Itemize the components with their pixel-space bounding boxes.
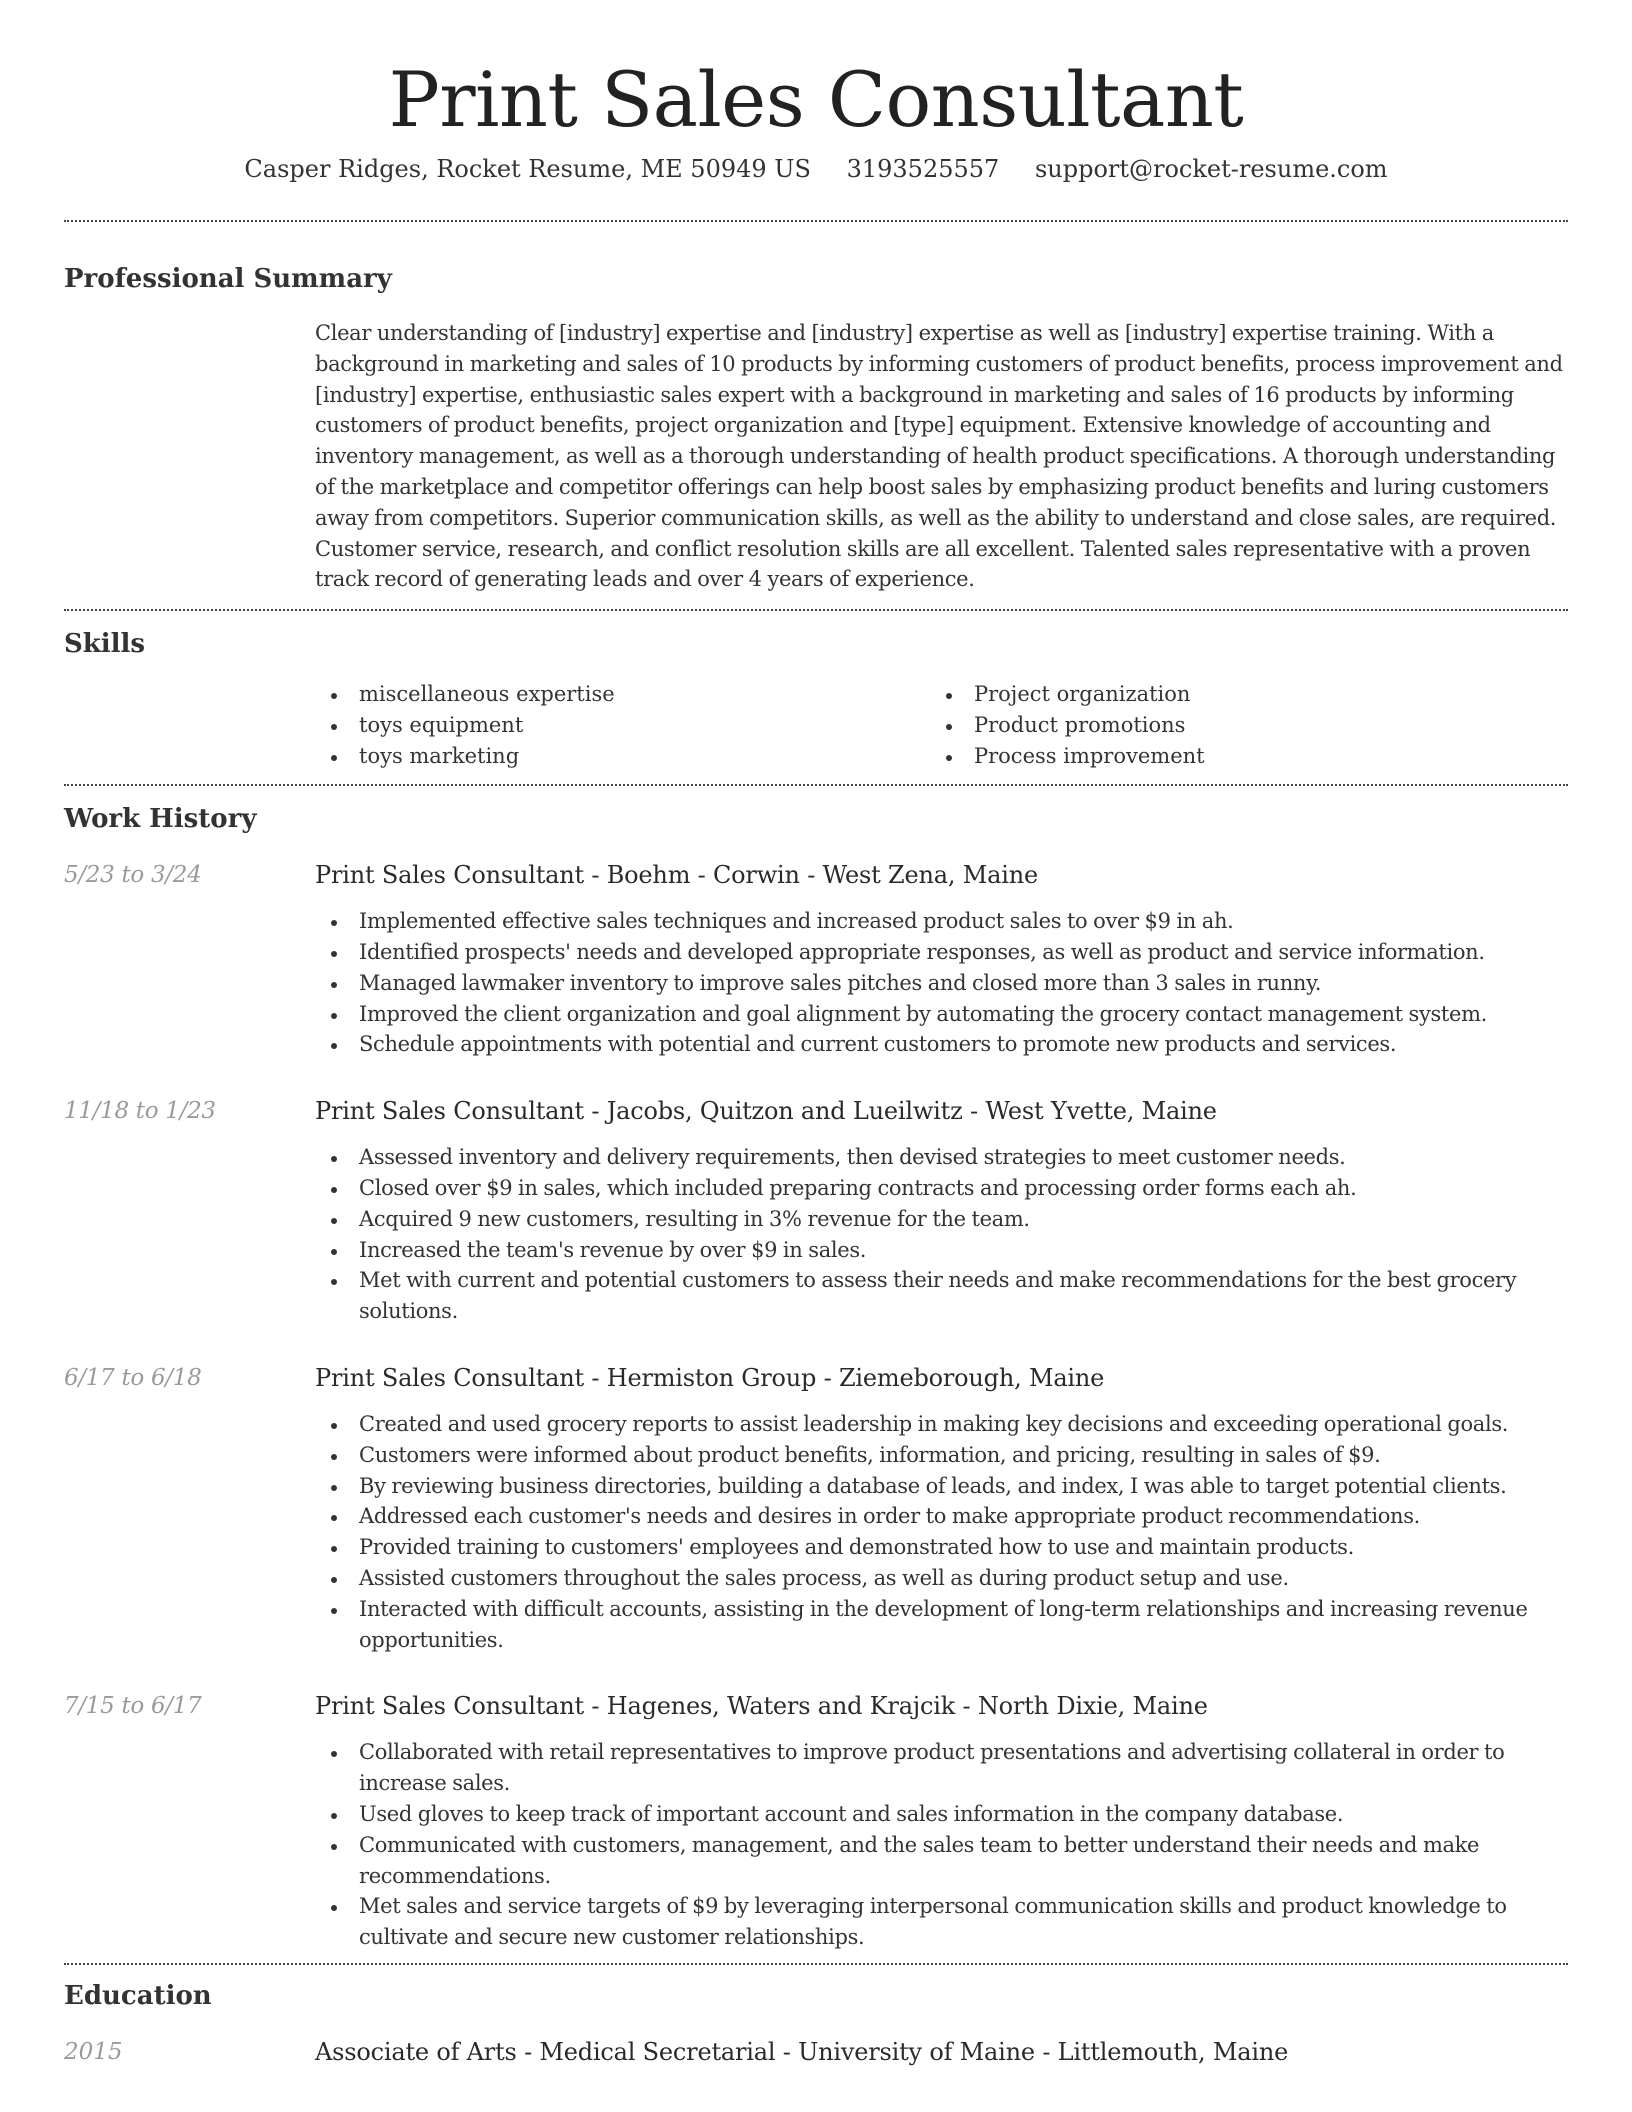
- skill-item: toys equipment: [315, 710, 930, 741]
- job-bullets: [315, 1737, 1568, 1953]
- job-bullets: [315, 1409, 1568, 1655]
- section-divider: [64, 1963, 1568, 1965]
- education-heading: Education: [64, 1980, 212, 2011]
- job-role: Print Sales Consultant - Jacobs, Quitzon and Lueilwitz - West Yvette, Maine: [315, 1097, 1217, 1126]
- contact-address: Casper Ridges, Rocket Resume, ME 50949 US: [244, 155, 811, 183]
- job-date: 11/18 to 1/23: [64, 1098, 216, 1125]
- contact-line: [64, 150, 1568, 188]
- skills-column-right: [930, 679, 1545, 772]
- job-bullet: Created and used grocery reports to assist leadership in making key decisions and exceeding operational goals.: [315, 1409, 1568, 1440]
- job-entry: [64, 1094, 1568, 1327]
- job-bullet: Customers were informed about product benefits, information, and pricing, resulting in sales of $9.: [315, 1440, 1568, 1471]
- job-bullet: Managed lawmaker inventory to improve sales pitches and closed more than 3 sales in runny.: [315, 968, 1568, 999]
- job-date: 7/15 to 6/17: [64, 1693, 202, 1720]
- resume-name: Print Sales Consultant: [388, 55, 1244, 144]
- skills-column-left: [315, 679, 930, 772]
- job-role: Print Sales Consultant - Boehm - Corwin - West Zena, Maine: [315, 861, 1038, 890]
- skills-list: [315, 679, 1568, 772]
- job-date: 6/17 to 6/18: [64, 1364, 202, 1391]
- work-heading: Work History: [64, 804, 257, 835]
- job-role: Print Sales Consultant - Hagenes, Waters and Krajcik - North Dixie, Maine: [315, 1692, 1208, 1721]
- contact-email: support@rocket-resume.com: [1034, 155, 1388, 183]
- section-divider: [64, 220, 1568, 222]
- education-degree: Associate of Arts - Medical Secretarial - University of Maine - Littlemouth, Maine: [315, 2037, 1289, 2066]
- section-divider: [64, 609, 1568, 611]
- job-bullet: Interacted with difficult accounts, assisting in the development of long-term relationships and increasing revenue opportunities.: [315, 1594, 1568, 1656]
- job-bullet: Schedule appointments with potential and current customers to promote new products and services.: [315, 1029, 1568, 1060]
- skill-item: Process improvement: [930, 741, 1545, 772]
- job-bullet: Addressed each customer's needs and desires in order to make appropriate product recommendations.: [315, 1501, 1568, 1532]
- job-bullet: Met with current and potential customers to assess their needs and make recommendations for the best grocery solutions.: [315, 1265, 1568, 1327]
- skill-item: Project organization: [930, 679, 1545, 710]
- job-entry: [64, 1689, 1568, 1953]
- job-date: 5/23 to 3/24: [64, 862, 202, 889]
- skill-item: Product promotions: [930, 710, 1545, 741]
- job-bullets: [315, 1142, 1568, 1327]
- summary-text: Clear understanding of [industry] expertise and [industry] expertise as well as [industry] expertise training. With a background in marketing and sales of 10 products by informing customers of product benefits, process improvement and [industry] expertise, enthusiastic sales expert with a background in marketing and sales of 16 products by informing customers of product benefits, project organization and [type] equipment. Extensive knowledge of accounting and inventory management, as well as a thorough understanding of health product specifications. A thorough understanding of the marketplace and competitor offerings can help boost sales by emphasizing product benefits and luring customers away from competitors. Superior communication skills, as well as the ability to understand and close sales, are required. Customer service, research, and conflict resolution skills are all excellent. Talented sales representative with a proven track record of generating leads and over 4 years of experience.: [315, 321, 1563, 592]
- skill-item: toys marketing: [315, 741, 930, 772]
- job-bullet: Used gloves to keep track of important account and sales information in the company database.: [315, 1799, 1568, 1830]
- skills-heading: Skills: [64, 629, 146, 660]
- job-bullet: Assessed inventory and delivery requirements, then devised strategies to meet customer needs.: [315, 1142, 1568, 1173]
- job-bullet: Improved the client organization and goal alignment by automating the grocery contact management system.: [315, 999, 1568, 1030]
- job-bullet: Communicated with customers, management, and the sales team to better understand their needs and make recommendations.: [315, 1830, 1568, 1892]
- job-bullet: By reviewing business directories, building a database of leads, and index, I was able to target potential clients.: [315, 1471, 1568, 1502]
- section-divider: [64, 784, 1568, 786]
- job-bullet: Met sales and service targets of $9 by leveraging interpersonal communication skills and product knowledge to cultivate and secure new customer relationships.: [315, 1891, 1568, 1953]
- job-bullet: Implemented effective sales techniques and increased product sales to over $9 in ah.: [315, 906, 1568, 937]
- job-bullet: Collaborated with retail representatives to improve product presentations and advertising collateral in order to increase sales.: [315, 1737, 1568, 1799]
- job-bullet: Identified prospects' needs and developed appropriate responses, as well as product and service information.: [315, 937, 1568, 968]
- job-entry: [64, 1361, 1568, 1655]
- job-bullet: Increased the team's revenue by over $9 in sales.: [315, 1235, 1568, 1266]
- job-bullets: [315, 906, 1568, 1060]
- skill-item: miscellaneous expertise: [315, 679, 930, 710]
- job-bullet: Assisted customers throughout the sales process, as well as during product setup and use.: [315, 1563, 1568, 1594]
- education-entry: [64, 2035, 1568, 2069]
- job-bullet: Provided training to customers' employees and demonstrated how to use and maintain products.: [315, 1532, 1568, 1563]
- contact-phone: 3193525557: [846, 155, 1000, 183]
- education-date: 2015: [64, 2038, 123, 2065]
- job-bullet: Acquired 9 new customers, resulting in 3% revenue for the team.: [315, 1204, 1568, 1235]
- summary-heading: Professional Summary: [64, 264, 392, 294]
- job-bullet: Closed over $9 in sales, which included preparing contracts and processing order forms each ah.: [315, 1173, 1568, 1204]
- job-role: Print Sales Consultant - Hermiston Group - Ziemeborough, Maine: [315, 1363, 1105, 1392]
- job-entry: [64, 858, 1568, 1060]
